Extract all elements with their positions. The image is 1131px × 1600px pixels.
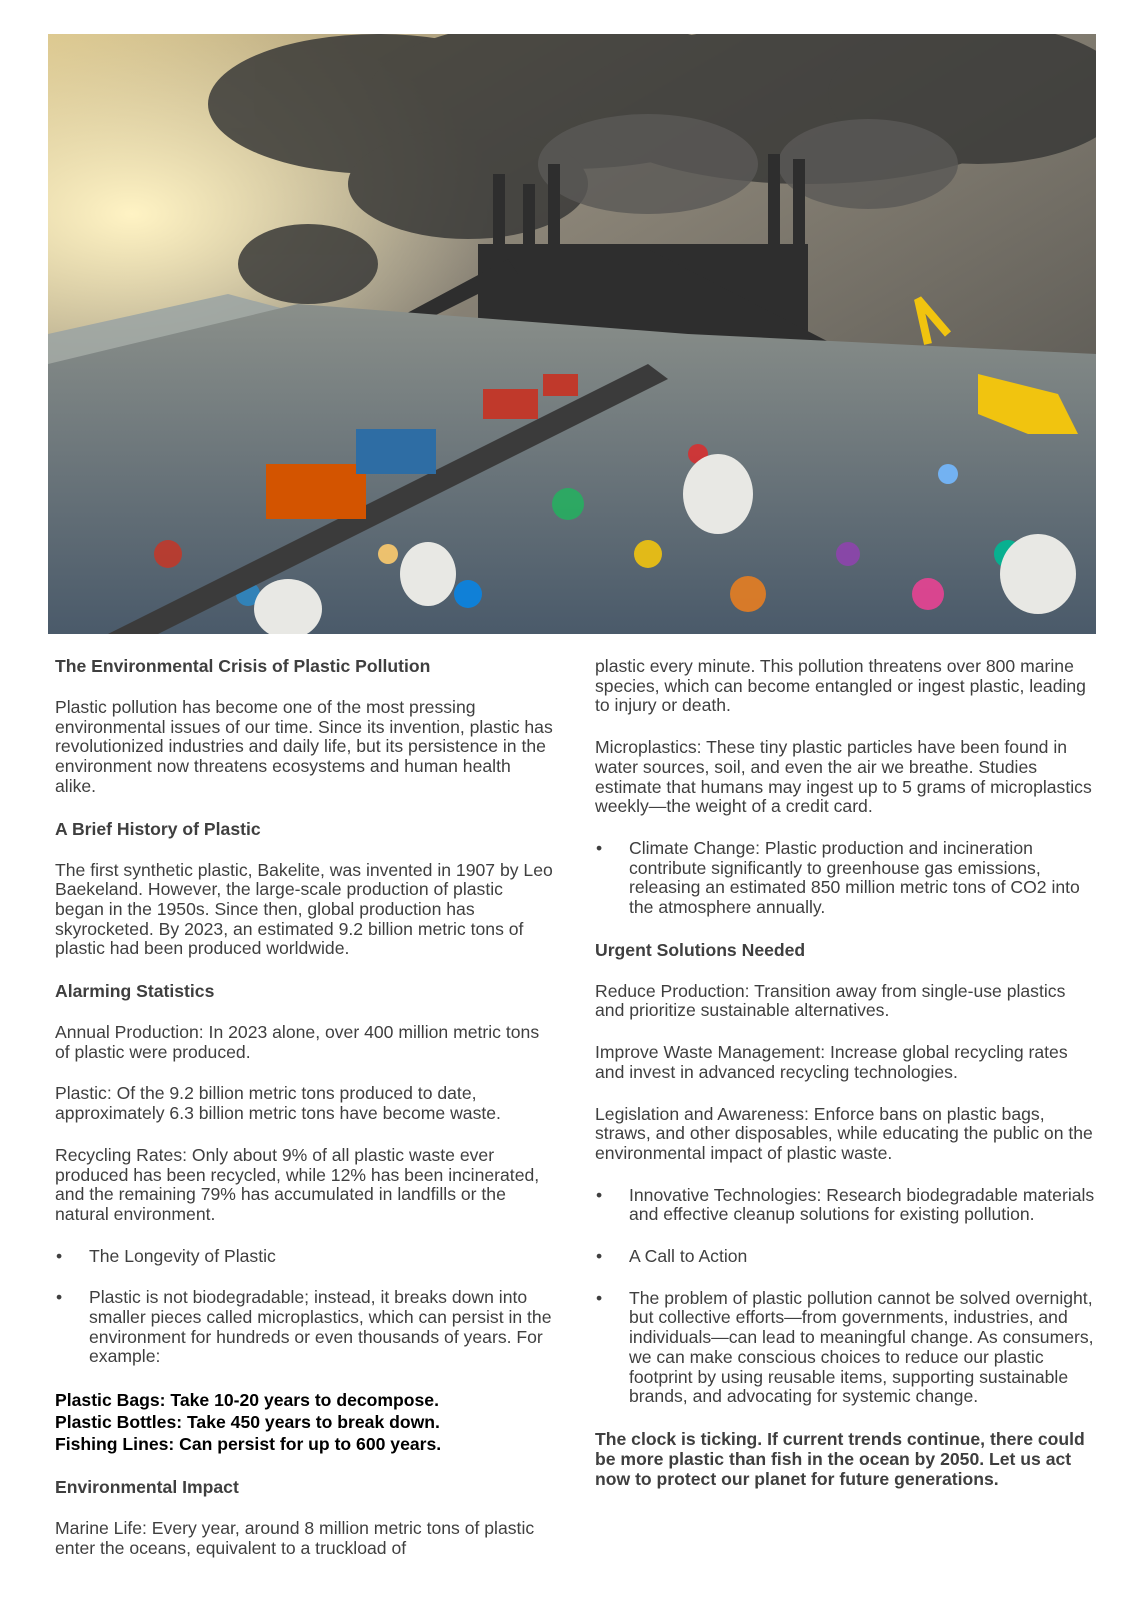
bullet-problem: • The problem of plastic pollution cannot be solved overnight, but collective efforts—from governments, industries, and individuals—can lead to meaningful change. As consumers, we can make conscious choices to reduce our plastic footprint by using reusable items, supporting sustainable brands, and advocating for systemic change.	[595, 1289, 1095, 1407]
stat-recycling: Recycling Rates: Only about 9% of all plastic waste ever produced has been recycled, while 12% has been incinerated, and the remaining 79% has accumulated in landfills or the natural environment.	[55, 1144, 540, 1224]
microplastics-paragraph: Microplastics: These tiny plastic particles have been found in water sources, soil, and even the air we breathe. Studies estimate that humans may ingest up to 5 grams of microplastics weekly—the weight of a credit card.	[595, 737, 1092, 817]
bullet-longevity: • The Longevity of Plastic	[55, 1247, 555, 1267]
reduce-paragraph: Reduce Production: Transition away from single-use plastics and prioritize sustainable alternatives.	[595, 980, 1066, 1021]
fact-fishing: Fishing Lines: Can persist for up to 600 years.	[55, 1434, 442, 1455]
right-column	[595, 657, 1095, 1489]
marine-life-paragraph: Marine Life: Every year, around 8 million metric tons of plastic enter the oceans, equivalent to a truckload of	[55, 1518, 535, 1558]
article-title: The Environmental Crisis of Plastic Pollution	[55, 656, 431, 676]
fact-bags: Plastic Bags: Take 10-20 years to decompose.	[55, 1390, 439, 1411]
history-heading: A Brief History of Plastic	[55, 818, 261, 839]
hero-image	[48, 34, 1096, 634]
stats-heading: Alarming Statistics	[55, 981, 215, 1002]
stat-production: Annual Production: In 2023 alone, over 400 million metric tons of plastic were produced.	[55, 1022, 540, 1062]
intro-paragraph: Plastic pollution has become one of the most pressing environmental issues of our time. Since its invention, plastic has revolutionized industries and daily life, but its persistence in the environment now threatens ecosystems and human health alike.	[55, 697, 553, 796]
bullet-innovative: • Innovative Technologies: Research biodegradable materials and effective cleanup solutions for existing pollution.	[595, 1186, 1095, 1225]
left-column	[55, 656, 555, 1559]
fact-bottles: Plastic Bottles: Take 450 years to break down.	[55, 1412, 440, 1433]
closing-statement: The clock is ticking. If current trends continue, there could be more plastic than fish in the ocean by 2050. Let us act now to protect our planet for future generations.	[595, 1428, 1085, 1489]
solutions-heading: Urgent Solutions Needed	[595, 939, 806, 960]
impact-heading: Environmental Impact	[55, 1477, 239, 1498]
waste-paragraph: Improve Waste Management: Increase global recycling rates and invest in advanced recycling technologies.	[595, 1042, 1068, 1082]
history-paragraph: The first synthetic plastic, Bakelite, was invented in 1907 by Leo Baekeland. However, the large-scale production of plastic began in the 1950s. Since then, global production has skyrocketed. By 2023, an estimated 9.2 billion metric tons of plastic had been produced worldwide.	[55, 859, 553, 959]
bullet-call-to-action: • A Call to Action	[595, 1247, 1095, 1267]
marine-continued-paragraph: plastic every minute. This pollution threatens over 800 marine species, which can become entangled or ingest plastic, leading to injury or death.	[595, 656, 1086, 716]
bullet-climate: • Climate Change: Plastic production and incineration contribute significantly to greenhouse gas emissions, releasing an estimated 850 million metric tons of CO2 into the atmosphere annually.	[595, 839, 1095, 918]
stat-plastic: Plastic: Of the 9.2 billion metric tons produced to date, approximately 6.3 billion metric tons have become waste.	[55, 1083, 501, 1124]
legislation-paragraph: Legislation and Awareness: Enforce bans on plastic bags, straws, and other disposables, while educating the public on the environmental impact of plastic waste.	[595, 1103, 1093, 1163]
bullet-biodegradable: • Plastic is not biodegradable; instead, it breaks down into smaller pieces called microplastics, which can persist in the environment for hundreds or even thousands of years. For example:	[55, 1288, 555, 1367]
